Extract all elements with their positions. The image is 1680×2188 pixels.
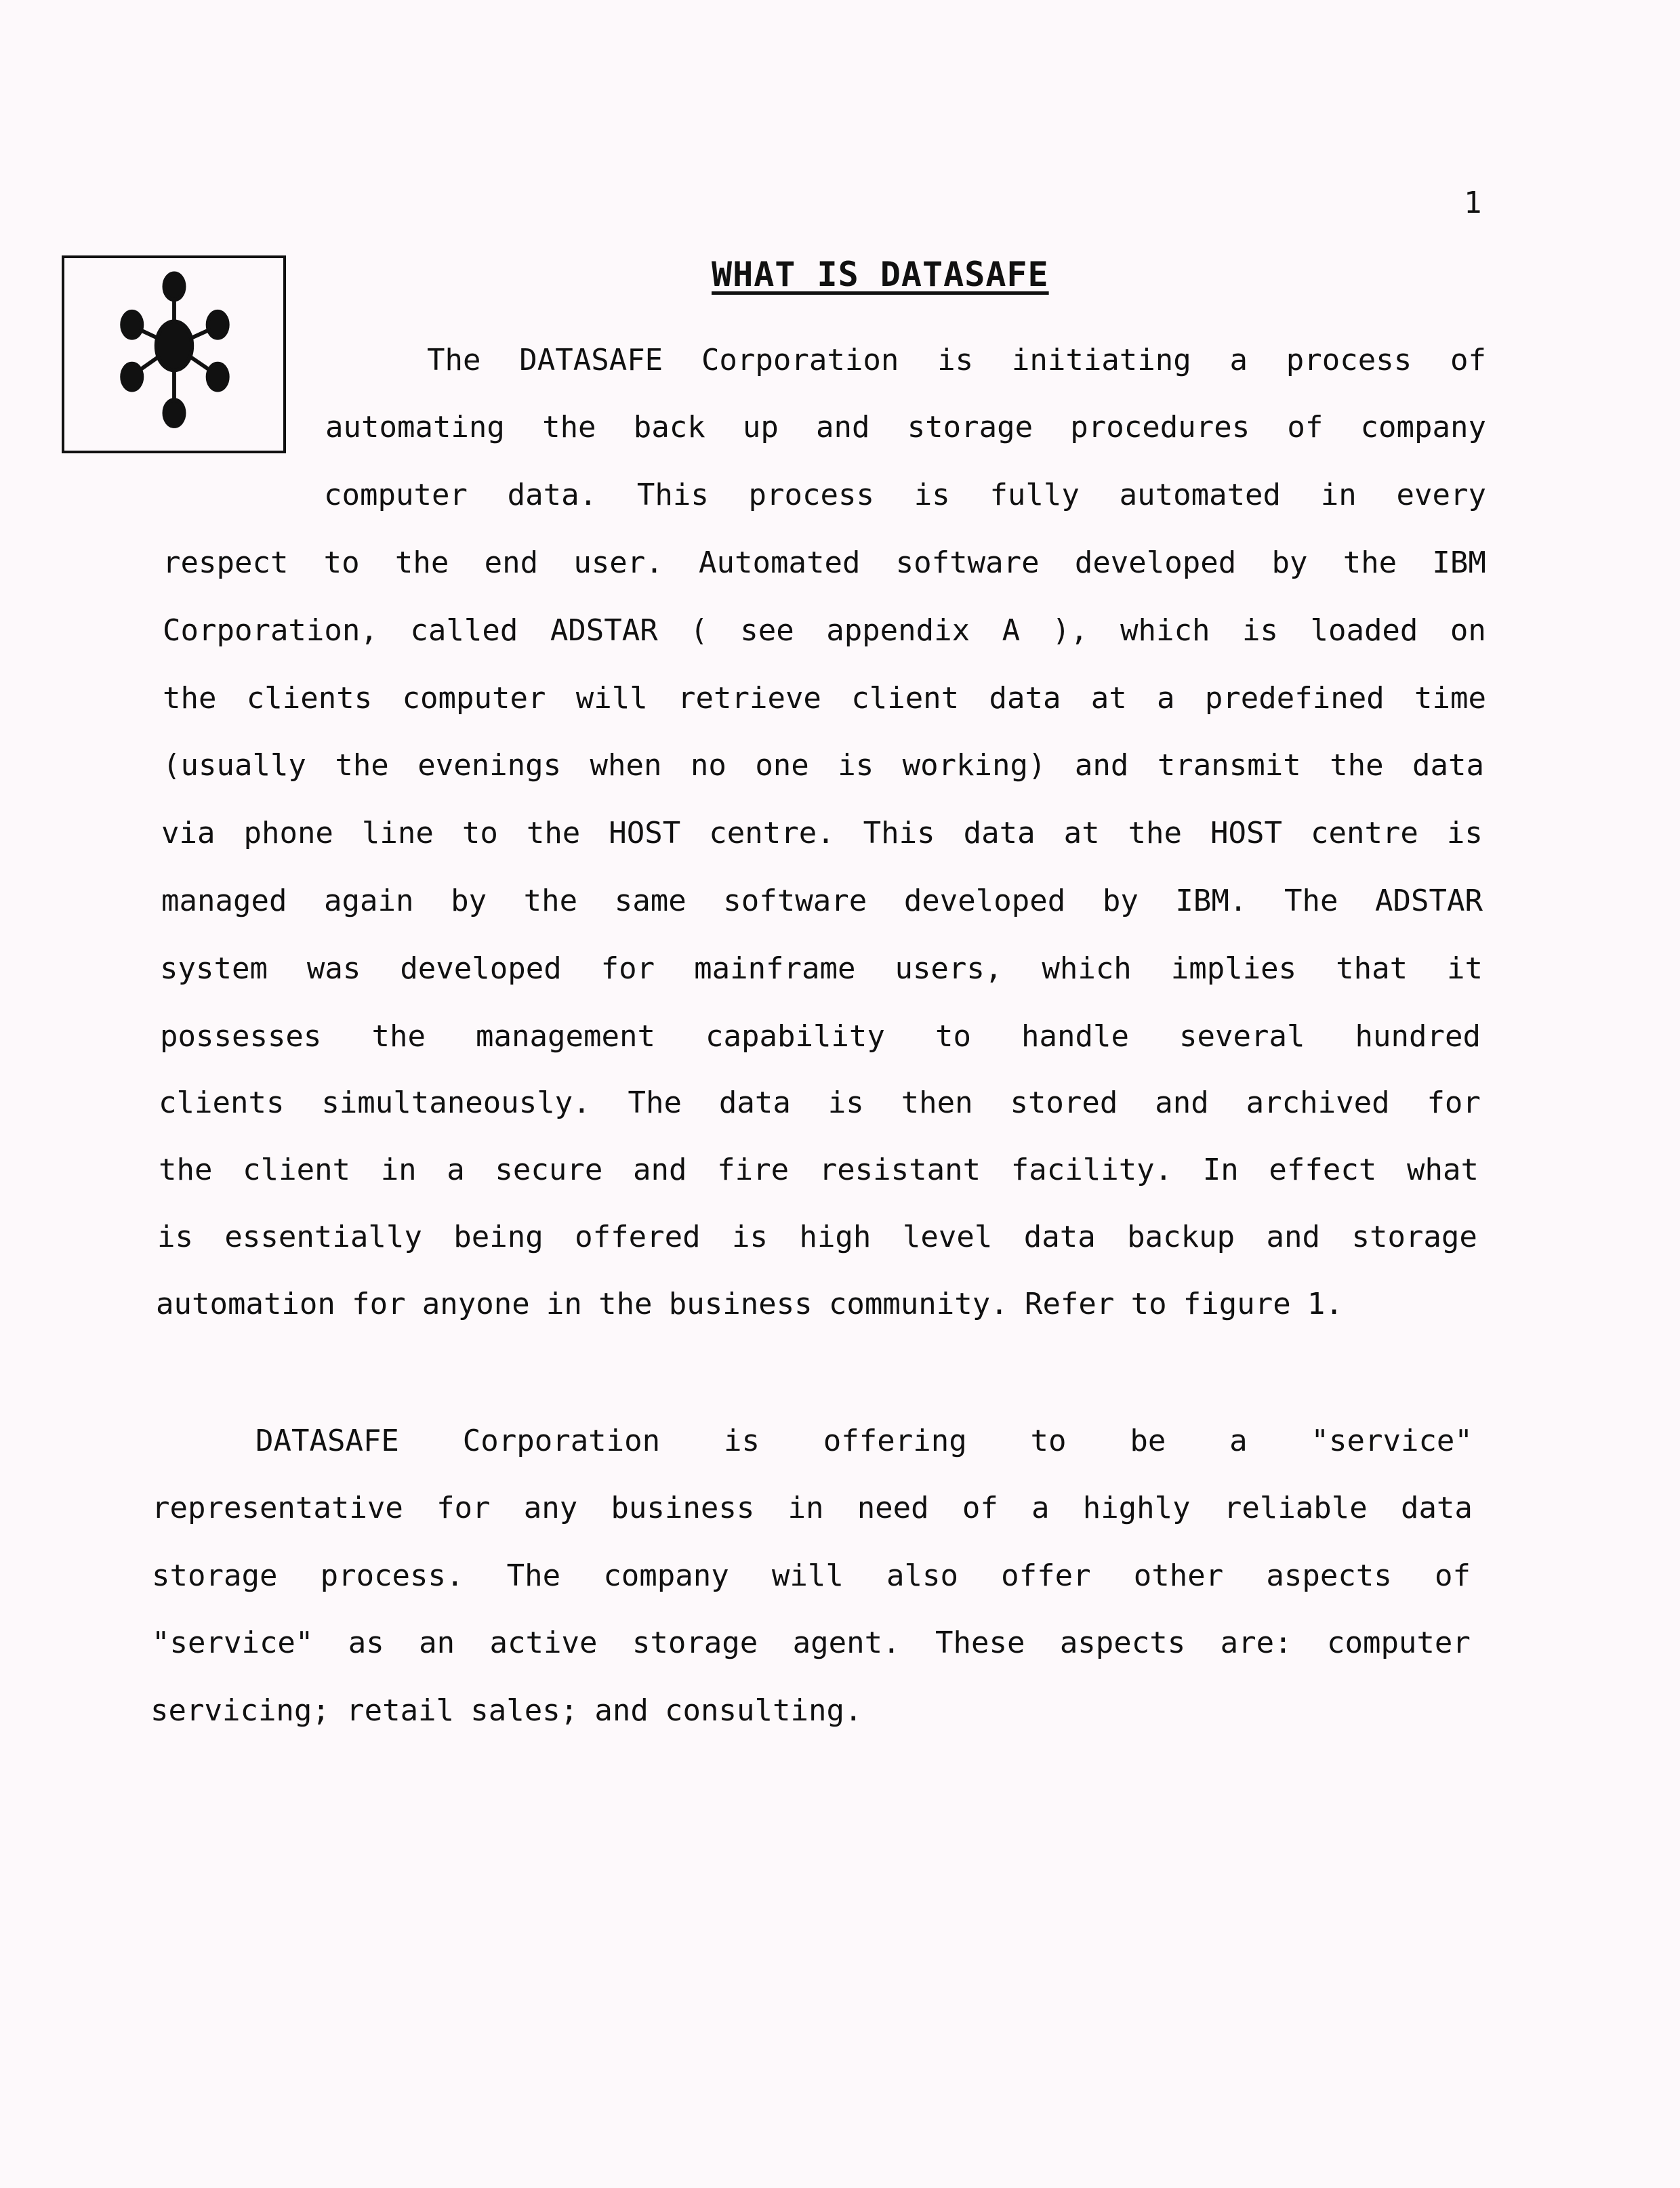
word: aspects [1266,1559,1392,1593]
word: reliable [1223,1491,1368,1525]
word: is [827,1086,864,1120]
word: (usually [163,748,306,783]
word: of [1287,410,1324,445]
word: resistant [819,1153,981,1187]
word: the [523,884,578,918]
word: data [1400,1491,1473,1525]
word: one [755,748,809,783]
network-hub-icon [64,258,283,451]
word: DATASAFE [255,1424,399,1458]
word: of [962,1491,998,1525]
word: automated [1119,478,1282,512]
word: the [526,816,581,850]
word: as [348,1626,384,1660]
word: in [787,1491,824,1525]
word: IBM. [1175,884,1248,918]
word: a [447,1153,465,1187]
word: it [1447,951,1483,986]
word: client [851,681,960,716]
word: Corporation, [163,613,378,648]
word: automating [325,410,505,445]
word: for [600,951,655,986]
word: mainframe [694,951,856,986]
word: clients [246,681,373,716]
word: for [436,1491,491,1525]
text-line [427,340,1486,381]
word: servicing; [150,1693,330,1728]
word: at [1090,681,1127,716]
word: Refer [1024,1287,1115,1321]
word: phone [243,816,333,850]
logo-box [62,255,286,453]
word: sales; [470,1693,579,1728]
word: by [1271,545,1308,580]
word: archived [1246,1086,1390,1120]
word: is [1446,816,1483,850]
word: then [901,1086,973,1120]
word: transmit [1157,748,1301,783]
word: data [718,1086,791,1120]
word: which [1120,613,1210,648]
word: storage [632,1626,758,1660]
text-line [156,1284,1474,1325]
word: software [895,545,1040,580]
word: the [394,545,449,580]
word: possesses [160,1019,322,1054]
word: respect [163,545,289,580]
word: developed [903,884,1066,918]
word: process. [320,1559,464,1593]
word: storage [1351,1220,1477,1254]
word: in [1320,478,1357,512]
word: line [361,816,434,850]
text-line [161,813,1483,854]
text-line [255,1421,1473,1462]
word: fully [989,478,1080,512]
word: handle [1021,1019,1129,1054]
word: computer [402,681,546,716]
word: computer [1326,1626,1471,1660]
word: process [1286,343,1412,377]
word: company [603,1559,729,1593]
word: of [1450,343,1486,377]
word: high [799,1220,872,1254]
word: will [575,681,648,716]
word: users, [895,951,1003,986]
word: called [410,613,518,648]
word: is [937,343,974,377]
word: loaded [1310,613,1418,648]
text-line [159,1083,1481,1123]
text-line [160,1016,1481,1057]
word: essentially [224,1220,422,1254]
word: Corporation [462,1424,661,1458]
word: Automated [699,545,861,580]
word: and [633,1153,687,1187]
word: and [816,410,870,445]
word: by [451,884,487,918]
text-line [152,1623,1471,1664]
word: This [863,816,935,850]
word: is [838,748,874,783]
word: offered [575,1220,701,1254]
word: see [740,613,794,648]
word: same [614,884,687,918]
word: The [427,343,481,377]
word: community. [828,1287,1008,1321]
word: several [1179,1019,1305,1054]
text-line [163,745,1484,786]
word: ADSTAR [1375,884,1483,918]
word: no [690,748,726,783]
word: was [306,951,361,986]
page-title: WHAT IS DATASAFE [712,255,1049,294]
word: in [380,1153,417,1187]
text-line [325,407,1486,448]
word: also [886,1559,958,1593]
word: for [1427,1086,1481,1120]
word: business [668,1287,813,1321]
word: that [1336,951,1408,986]
word: highly [1082,1491,1191,1525]
word: a [1157,681,1175,716]
word: storage [907,410,1033,445]
word: be [1130,1424,1166,1458]
word: management [476,1019,655,1054]
word: data [1023,1220,1096,1254]
text-line [324,475,1486,516]
word: In [1202,1153,1239,1187]
word: ), [1052,613,1088,648]
word: stored [1010,1086,1118,1120]
word: a [1229,343,1248,377]
word: is [723,1424,760,1458]
word: end [484,545,539,580]
word: via [161,816,216,850]
word: data [1412,748,1484,783]
word: every [1396,478,1486,512]
word: data [963,816,1036,850]
word: on [1450,613,1486,648]
word: The [506,1559,561,1593]
word: is [732,1220,769,1254]
word: the [163,681,217,716]
text-line [163,611,1486,651]
word: and [1155,1086,1209,1120]
word: a [1031,1491,1050,1525]
word: A [1002,613,1021,648]
word: Corporation [701,343,899,377]
word: is [914,478,950,512]
word: again [324,884,414,918]
word: facility. [1010,1153,1173,1187]
word: the [598,1287,653,1321]
word: DATASAFE [519,343,663,377]
word: capability [705,1019,885,1054]
word: the [1343,545,1397,580]
word: by [1102,884,1139,918]
word: process [748,478,874,512]
word: centre. [709,816,835,850]
word: the [1330,748,1384,783]
word: will [771,1559,844,1593]
word: which [1042,951,1132,986]
word: offering [823,1424,967,1458]
word: These [935,1626,1025,1660]
word: ADSTAR [550,613,658,648]
word: anyone [422,1287,530,1321]
word: backup [1127,1220,1235,1254]
word: data [989,681,1061,716]
word: managed [161,884,287,918]
word: what [1406,1153,1479,1187]
word: centre [1310,816,1418,850]
word: to [462,816,498,850]
word: secure [495,1153,603,1187]
word: This [636,478,709,512]
text-line [163,678,1486,719]
word: any [523,1491,578,1525]
text-line [161,881,1483,922]
word: storage [152,1559,278,1593]
word: is [157,1220,193,1254]
word: the [542,410,596,445]
word: company [1360,410,1486,445]
word: HOST [1210,816,1282,850]
word: user. [573,545,663,580]
word: appendix [826,613,970,648]
page-number: 1 [1464,186,1482,220]
word: being [453,1220,544,1254]
word: working) [902,748,1046,783]
word: figure [1183,1287,1291,1321]
word: at [1063,816,1100,850]
word: effect [1269,1153,1377,1187]
word: to [935,1019,971,1054]
word: developed [1074,545,1237,580]
word: 1. [1307,1287,1343,1321]
word: ( [690,613,708,648]
word: are: [1220,1626,1292,1660]
word: of [1434,1559,1471,1593]
word: offer [1001,1559,1091,1593]
word: and [1266,1220,1321,1254]
text-line [159,1150,1479,1191]
word: simultaneously. [321,1086,591,1120]
word: The [1284,884,1338,918]
word: initiating [1011,343,1191,377]
text-line [157,1217,1477,1258]
word: time [1414,681,1486,716]
word: the [335,748,389,783]
word: active [489,1626,598,1660]
word: in [546,1287,582,1321]
word: to [323,545,360,580]
word: The [628,1086,682,1120]
word: "service" [1311,1424,1473,1458]
word: other [1133,1559,1224,1593]
text-line [150,1691,1471,1731]
word: hundred [1355,1019,1481,1054]
word: to [1130,1287,1167,1321]
text-line [160,949,1483,989]
word: software [723,884,867,918]
word: aspects [1059,1626,1186,1660]
word: a [1229,1424,1248,1458]
word: "service" [152,1626,314,1660]
text-line [163,543,1486,583]
word: predefined [1204,681,1385,716]
word: agent. [792,1626,901,1660]
word: need [857,1491,929,1525]
word: up [742,410,779,445]
word: is [1242,613,1278,648]
word: the [1128,816,1183,850]
text-line [152,1488,1473,1529]
word: clients [159,1086,285,1120]
word: client [243,1153,351,1187]
word: business [611,1491,755,1525]
word: evenings [417,748,562,783]
word: automation [156,1287,335,1321]
word: the [159,1153,213,1187]
word: computer [324,478,468,512]
word: consulting. [665,1693,863,1728]
word: level [902,1220,993,1254]
text-line [152,1556,1471,1596]
word: when [590,748,662,783]
word: for [352,1287,406,1321]
word: representative [152,1491,403,1525]
word: to [1030,1424,1067,1458]
word: an [419,1626,455,1660]
word: and [594,1693,649,1728]
word: IBM [1432,545,1486,580]
word: procedures [1070,410,1250,445]
word: system [160,951,268,986]
word: and [1074,748,1129,783]
word: fire [717,1153,790,1187]
word: developed [400,951,562,986]
word: retrieve [678,681,821,716]
word: implies [1170,951,1297,986]
word: data. [507,478,598,512]
word: the [371,1019,426,1054]
word: back [633,410,705,445]
word: HOST [609,816,681,850]
word: retail [346,1693,455,1728]
